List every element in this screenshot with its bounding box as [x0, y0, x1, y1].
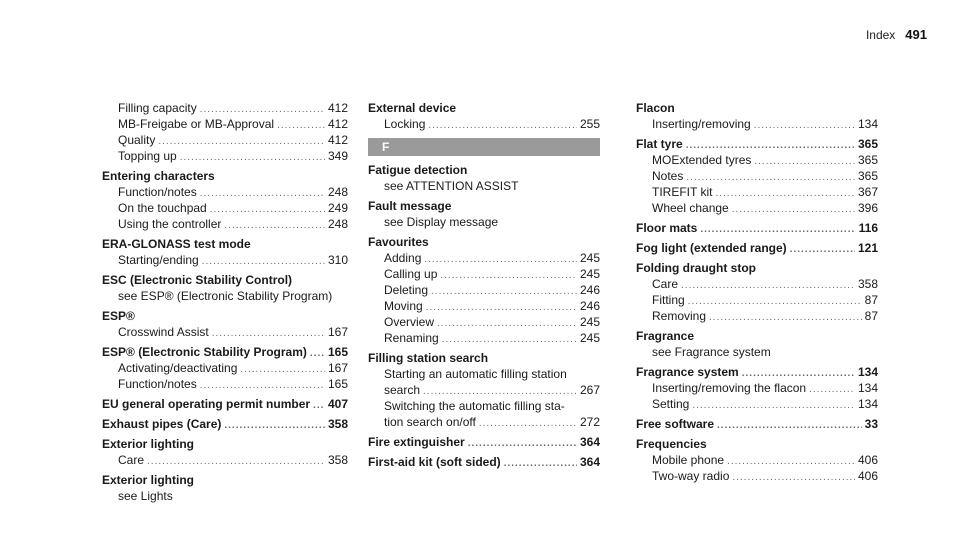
entry-text: Topping up [118, 149, 177, 163]
dot-leader [224, 416, 325, 434]
index-entry-heading [102, 436, 348, 452]
dot-leader [709, 308, 862, 326]
index-subentry[interactable] [368, 330, 600, 346]
index-entry-heading[interactable] [368, 454, 600, 470]
page-reference[interactable]: 310 [327, 253, 348, 267]
page-reference[interactable]: 267 [579, 383, 600, 397]
page-reference[interactable]: 245 [579, 315, 600, 329]
page-reference[interactable]: 249 [327, 201, 348, 215]
page-reference[interactable]: 246 [579, 283, 600, 297]
page-reference[interactable]: 87 [864, 309, 878, 323]
index-subentry[interactable] [636, 276, 878, 292]
entry-text: Removing [652, 309, 707, 323]
entry-text: Fog light (extended range) [636, 241, 787, 255]
dot-leader [732, 468, 855, 486]
page-reference[interactable]: 167 [327, 325, 348, 339]
index-column-3 [636, 100, 878, 484]
index-subentry[interactable] [102, 216, 348, 232]
dot-leader [479, 414, 577, 432]
index-subentry[interactable] [102, 360, 348, 376]
index-entry-heading [636, 436, 878, 452]
index-entry-heading[interactable] [636, 220, 878, 236]
page-reference[interactable]: 245 [579, 331, 600, 345]
entry-text: Activating/deactivating [118, 361, 238, 375]
page-reference[interactable]: 396 [857, 201, 878, 215]
index-subentry[interactable] [368, 250, 600, 266]
index-subentry[interactable] [636, 200, 878, 216]
entry-text: TIREFIT kit [652, 185, 713, 199]
index-subentry[interactable] [636, 380, 878, 396]
page-reference[interactable]: 245 [579, 267, 600, 281]
index-subentry[interactable] [368, 314, 600, 330]
page-reference[interactable]: 412 [327, 101, 348, 115]
page-reference[interactable]: 245 [579, 251, 600, 265]
page-reference[interactable]: 165 [327, 345, 348, 359]
index-subentry[interactable] [102, 148, 348, 164]
entry-text: Overview [384, 315, 435, 329]
entry-text: Fire extinguisher [368, 435, 465, 449]
dot-leader [790, 240, 855, 258]
index-subentry[interactable] [636, 152, 878, 168]
index-entry-heading [102, 308, 348, 324]
index-subentry [368, 178, 600, 194]
entry-text: Renaming [384, 331, 439, 345]
entry-text: Wheel change [652, 201, 729, 215]
index-subentry[interactable] [102, 252, 348, 268]
page-reference[interactable]: 246 [579, 299, 600, 313]
page-reference[interactable]: 358 [857, 277, 878, 291]
entry-text: MOExtended tyres [652, 153, 752, 167]
index-subentry[interactable] [102, 324, 348, 340]
entry-text: Flacon [636, 101, 675, 115]
dot-leader [202, 252, 325, 270]
index-subentry[interactable] [368, 382, 600, 398]
entry-text: ESP® (Electronic Stability Program) [102, 345, 307, 359]
index-subentry[interactable] [636, 292, 878, 308]
entry-text: Starting/ending [118, 253, 199, 267]
entry-text: Exterior lighting [102, 437, 195, 451]
page-reference[interactable]: 116 [858, 221, 878, 235]
index-subentry[interactable] [102, 100, 348, 116]
page-reference[interactable]: 33 [864, 417, 878, 431]
index-entry-heading [368, 162, 600, 178]
entry-text: Favourites [368, 235, 429, 249]
index-subentry[interactable] [636, 468, 878, 484]
entry-text: Fitting [652, 293, 685, 307]
index-entry-heading[interactable] [102, 396, 348, 412]
index-entry-heading [102, 236, 348, 252]
entry-text: First-aid kit (soft sided) [368, 455, 501, 469]
index-entry-heading [636, 328, 878, 344]
entry-text: Adding [384, 251, 422, 265]
page-reference[interactable]: 358 [327, 453, 348, 467]
page-reference[interactable]: 364 [579, 455, 600, 469]
index-subentry[interactable] [636, 308, 878, 324]
index-subentry[interactable] [102, 184, 348, 200]
entry-text: Folding draught stop [636, 261, 756, 275]
entry-text: search [384, 383, 421, 397]
entry-text: Fault message [368, 199, 452, 213]
entry-text: Fragrance system [636, 365, 739, 379]
index-subentry[interactable] [368, 116, 600, 132]
index-entry-heading [368, 234, 600, 250]
entry-text: ESP® [102, 309, 135, 323]
entry-text: MB-Freigabe or MB-Approval [118, 117, 275, 131]
entry-text: Care [652, 277, 679, 291]
dot-leader [754, 116, 855, 134]
index-entry-heading [368, 198, 600, 214]
dot-leader [200, 376, 325, 394]
section-letter-bar: F [368, 138, 600, 156]
entry-text: Exhaust pipes (Care) [102, 417, 222, 431]
entry-text: EU general operating permit number [102, 397, 311, 411]
page-reference[interactable]: 248 [327, 185, 348, 199]
entry-text: Frequencies [636, 437, 707, 451]
dot-leader [504, 454, 577, 472]
dot-leader [212, 324, 325, 342]
index-column-2 [368, 100, 600, 470]
index-subentry[interactable] [636, 168, 878, 184]
index-entry-heading[interactable] [368, 434, 600, 450]
page-reference[interactable]: 87 [864, 293, 878, 307]
dot-leader [147, 452, 325, 470]
dot-leader [224, 216, 325, 234]
entry-text: ERA-GLONASS test mode [102, 237, 251, 251]
page-reference[interactable]: 412 [327, 133, 348, 147]
index-entry-heading [102, 472, 348, 488]
page-reference[interactable]: 167 [327, 361, 348, 375]
index-entry-heading [636, 260, 878, 276]
entry-text: Switching the automatic filling sta- [384, 399, 565, 413]
page-reference[interactable]: 365 [857, 137, 878, 151]
page-reference[interactable]: 364 [579, 435, 600, 449]
entry-text: Free software [636, 417, 715, 431]
entry-text: Setting [652, 397, 690, 411]
entry-text: see ATTENTION ASSIST [384, 179, 519, 193]
dot-leader [313, 396, 325, 414]
index-subentry[interactable] [636, 396, 878, 412]
entry-text: see ESP® (Electronic Stability Program) [118, 289, 333, 303]
index-entry-heading[interactable] [102, 344, 348, 360]
index-subentry[interactable] [102, 116, 348, 132]
page-reference[interactable]: 272 [579, 415, 600, 429]
page-reference[interactable]: 134 [857, 117, 878, 131]
entry-text: Fatigue detection [368, 163, 468, 177]
entry-text: Moving [384, 299, 423, 313]
index-subentry[interactable] [102, 132, 348, 148]
entry-text: ESC (Electronic Stability Control) [102, 273, 293, 287]
entry-text: On the touchpad [118, 201, 207, 215]
dot-leader [700, 220, 855, 238]
dot-leader [442, 330, 577, 348]
index-entry-heading [102, 272, 348, 288]
index-subentry[interactable] [368, 414, 600, 430]
entry-text: Floor mats [636, 221, 698, 235]
entry-text: Filling station search [368, 351, 489, 365]
index-subentry[interactable] [102, 200, 348, 216]
index-entry-heading[interactable] [636, 416, 878, 432]
page-reference[interactable]: 134 [857, 381, 878, 395]
index-entry-heading[interactable] [636, 240, 878, 256]
entry-text: Inserting/removing [652, 117, 751, 131]
index-column-1 [102, 100, 348, 504]
index-entry-heading[interactable] [636, 136, 878, 152]
dot-leader [180, 148, 325, 166]
index-subentry [636, 344, 878, 360]
entry-text: see Display message [384, 215, 499, 229]
index-subentry [368, 214, 600, 230]
page-reference[interactable]: 121 [857, 241, 878, 255]
index-subentry[interactable] [636, 116, 878, 132]
entry-text: Care [118, 453, 145, 467]
page-number: 491 [905, 27, 927, 42]
entry-text: see Lights [118, 489, 173, 503]
entry-text: Two-way radio [652, 469, 730, 483]
index-subentry [102, 488, 348, 504]
page-header [866, 27, 927, 47]
page-reference[interactable]: 165 [327, 377, 348, 391]
entry-text: Deleting [384, 283, 429, 297]
entry-text: Starting an automatic filling station [384, 367, 567, 381]
entry-text: Locking [384, 117, 426, 131]
entry-text: Exterior lighting [102, 473, 195, 487]
index-entry-heading [102, 168, 348, 184]
page-reference[interactable]: 134 [857, 365, 878, 379]
entry-text: Filling capacity [118, 101, 197, 115]
index-subentry[interactable] [368, 282, 600, 298]
index-subentry[interactable] [636, 452, 878, 468]
dot-leader [732, 200, 855, 218]
index-subentry[interactable] [636, 184, 878, 200]
dot-leader [692, 396, 855, 414]
entry-text: Calling up [384, 267, 438, 281]
entry-text: Function/notes [118, 185, 197, 199]
entry-text: see Fragrance system [652, 345, 771, 359]
entry-text: Quality [118, 133, 156, 147]
dot-leader [428, 116, 577, 134]
index-entry-heading [368, 350, 600, 366]
page-reference[interactable]: 365 [857, 169, 878, 183]
index-subentry[interactable] [102, 452, 348, 468]
entry-text: tion search on/off [384, 415, 476, 429]
page-reference[interactable]: 406 [857, 469, 878, 483]
page-reference[interactable]: 134 [857, 397, 878, 411]
index-subentry [368, 398, 600, 414]
page-reference[interactable]: 255 [579, 117, 600, 131]
page-reference[interactable]: 367 [857, 185, 878, 199]
page-reference[interactable]: 407 [327, 397, 348, 411]
index-entry-heading [636, 100, 878, 116]
entry-text: Entering characters [102, 169, 215, 183]
index-subentry[interactable] [368, 298, 600, 314]
page-reference[interactable]: 248 [327, 217, 348, 231]
dot-leader [717, 416, 862, 434]
page-reference[interactable]: 349 [327, 149, 348, 163]
entry-text: Flat tyre [636, 137, 683, 151]
index-subentry[interactable] [102, 376, 348, 392]
index-entry-heading[interactable] [102, 416, 348, 432]
entry-text: Notes [652, 169, 684, 183]
entry-text: Function/notes [118, 377, 197, 391]
entry-text: Inserting/removing the flacon [652, 381, 807, 395]
entry-text: Crosswind Assist [118, 325, 209, 339]
index-subentry [368, 366, 600, 382]
page-reference[interactable]: 412 [327, 117, 348, 131]
header-label: Index [865, 28, 896, 42]
index-subentry [102, 288, 348, 304]
index-subentry[interactable] [368, 266, 600, 282]
page-reference[interactable]: 358 [327, 417, 348, 431]
page-reference[interactable]: 406 [857, 453, 878, 467]
index-entry-heading [368, 100, 600, 116]
entry-text: Using the controller [118, 217, 222, 231]
page-reference[interactable]: 365 [857, 153, 878, 167]
index-entry-heading[interactable] [636, 364, 878, 380]
entry-text: Mobile phone [652, 453, 725, 467]
entry-text: External device [368, 101, 457, 115]
dot-leader [468, 434, 577, 452]
entry-text: Fragrance [636, 329, 695, 343]
